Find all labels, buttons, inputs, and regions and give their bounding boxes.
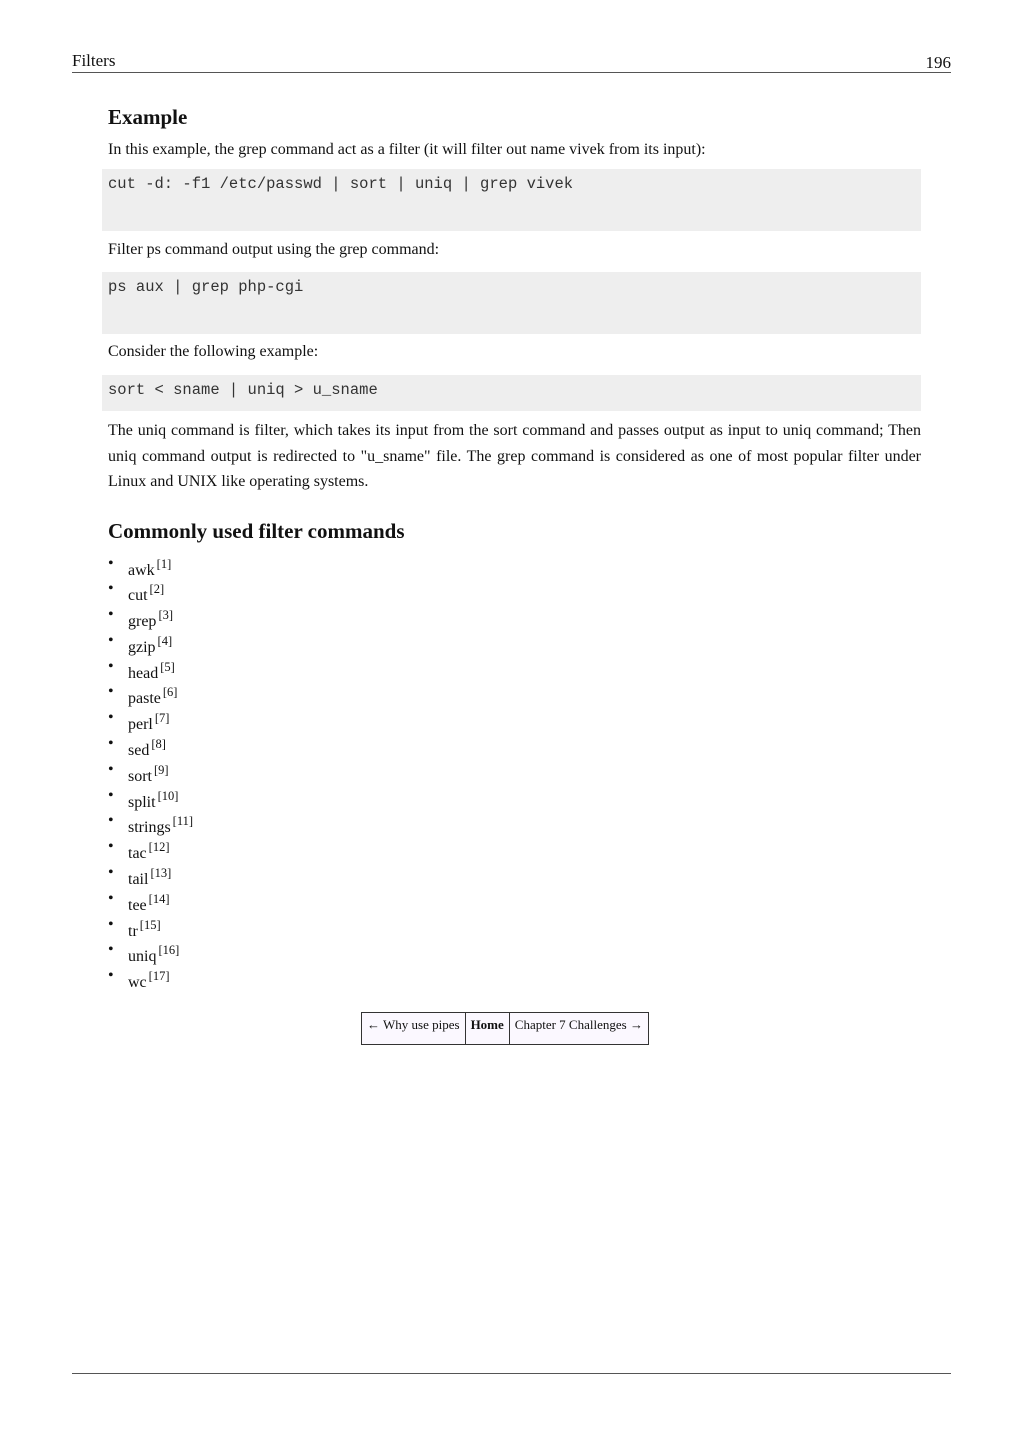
- list-item: [108, 911, 921, 940]
- command-name: head: [128, 664, 159, 682]
- bullet-icon: •: [108, 812, 114, 830]
- list-item: [108, 653, 921, 682]
- reference-link[interactable]: [4]: [157, 633, 173, 648]
- reference-link[interactable]: [13]: [150, 866, 172, 881]
- bullet-icon: •: [108, 554, 114, 572]
- reference-link[interactable]: [14]: [148, 891, 170, 906]
- list-item: [108, 807, 921, 837]
- command-name: split: [128, 793, 156, 811]
- list-item: [108, 704, 921, 734]
- footer-rule: [72, 1373, 951, 1374]
- example-intro: In this example, the grep command act as a filter (it will filter out name vivek from its input):: [108, 141, 706, 158]
- command-name: grep: [128, 613, 157, 631]
- page-content: [108, 100, 921, 992]
- list-item: [108, 627, 921, 656]
- code-block-ps-grep: ps aux | grep php-cgi: [102, 272, 921, 334]
- list-item: [108, 756, 921, 785]
- example-heading: Example: [108, 105, 188, 129]
- page-header: [72, 50, 951, 73]
- list-item: [108, 833, 921, 863]
- reference-link[interactable]: [7]: [154, 711, 170, 726]
- bullet-icon: •: [108, 631, 114, 649]
- reference-link[interactable]: [12]: [148, 840, 170, 855]
- list-item: [108, 936, 921, 966]
- reference-link[interactable]: [16]: [158, 943, 180, 958]
- reference-link[interactable]: [8]: [151, 737, 166, 752]
- reference-link[interactable]: [1]: [156, 556, 172, 571]
- bullet-icon: •: [108, 786, 114, 804]
- command-name: tac: [128, 845, 147, 863]
- chapter-navigation: [361, 1012, 649, 1045]
- reference-link[interactable]: [5]: [160, 659, 175, 674]
- next-link[interactable]: Chapter 7 Challenges →: [514, 1017, 643, 1032]
- bullet-icon: •: [108, 838, 114, 856]
- list-item: [108, 859, 921, 889]
- consider-intro: Consider the following example:: [108, 343, 319, 360]
- bullet-icon: •: [108, 735, 114, 753]
- command-name: strings: [128, 819, 171, 837]
- code-block-cut-grep: cut -d: -f1 /etc/passwd | sort | uniq | grep vivek: [102, 169, 921, 231]
- bullet-icon: •: [108, 864, 114, 882]
- command-name: wc: [128, 974, 147, 992]
- uniq-explanation: The uniq command is filter, which takes its input from the sort command and passes output as input to uniq command; Then uniq command output is redirected to "u_sname" file. The grep command is considered as one of most popular filter under Linux and UNIX like operating systems.: [108, 422, 921, 490]
- command-name: cut: [128, 587, 148, 605]
- bullet-icon: •: [108, 941, 114, 959]
- home-link[interactable]: Home: [466, 1013, 510, 1044]
- list-item: [108, 782, 921, 811]
- code-block-sort-uniq: sort < sname | uniq > u_sname: [102, 375, 921, 411]
- bullet-icon: •: [108, 657, 114, 675]
- list-item: [108, 601, 921, 631]
- list-item: [108, 550, 921, 579]
- reference-link[interactable]: [6]: [162, 685, 178, 700]
- bullet-icon: •: [108, 915, 114, 933]
- command-name: uniq: [128, 948, 157, 966]
- bullet-icon: •: [108, 889, 114, 907]
- bullet-icon: •: [108, 967, 114, 985]
- command-name: gzip: [128, 638, 156, 656]
- command-name: sed: [128, 742, 150, 760]
- command-name: tee: [128, 896, 147, 914]
- command-name: sort: [128, 767, 152, 785]
- reference-link[interactable]: [3]: [158, 608, 174, 623]
- command-name: tail: [128, 871, 149, 889]
- command-name: tr: [128, 922, 138, 940]
- reference-link[interactable]: [10]: [157, 788, 179, 803]
- ps-intro: Filter ps command output using the grep command:: [108, 241, 440, 258]
- bullet-icon: •: [108, 580, 114, 598]
- page-number: 196: [925, 53, 951, 72]
- reference-link[interactable]: [11]: [172, 814, 194, 829]
- reference-link[interactable]: [2]: [149, 582, 165, 597]
- command-name: perl: [128, 716, 153, 734]
- command-name: paste: [128, 690, 161, 708]
- bullet-icon: •: [108, 683, 114, 701]
- list-item: [108, 575, 921, 605]
- chapter-title: Filters: [72, 51, 116, 70]
- list-item: [108, 885, 921, 914]
- reference-link[interactable]: [15]: [139, 917, 161, 932]
- list-item: [108, 678, 921, 708]
- reference-link[interactable]: [17]: [148, 969, 170, 984]
- bullet-icon: •: [108, 709, 114, 727]
- list-item: [108, 962, 921, 992]
- filter-commands-list: [108, 550, 921, 992]
- command-name: awk: [128, 561, 155, 579]
- bullet-icon: •: [108, 760, 114, 778]
- list-item: [108, 730, 921, 760]
- filter-commands-heading: Commonly used filter commands: [108, 518, 405, 543]
- reference-link[interactable]: [9]: [154, 762, 169, 777]
- prev-link[interactable]: ← Why use pipes: [362, 1013, 466, 1044]
- bullet-icon: •: [108, 606, 114, 624]
